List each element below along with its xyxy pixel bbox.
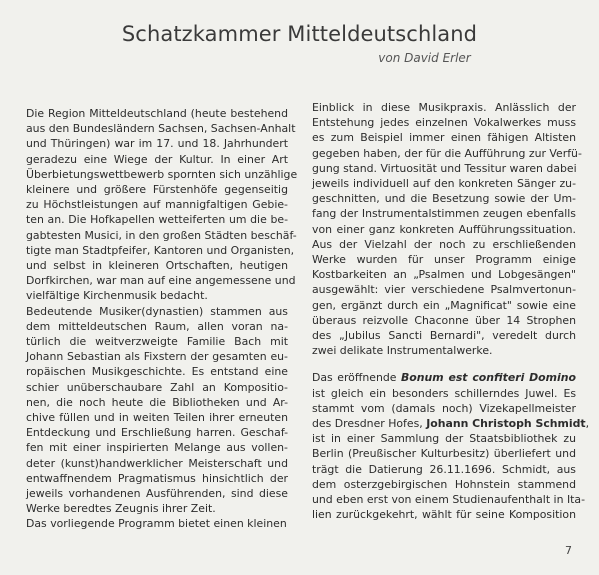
text-line: gen, ergänzt durch ein „Magnificat" sowie eine <box>312 298 576 312</box>
text-line: und selbst in kleineren Ortschaften, heutigen <box>26 259 288 273</box>
text-line: von einer ganz konkreten Aufführungssituation. <box>312 222 576 236</box>
text-line: dem mitteldeutschen Raum, allen voran na- <box>26 319 288 333</box>
text-line: entwaffnendem Pragmatismus hinsichtlich der <box>26 471 288 485</box>
text-line: stammt vom (damals noch) Vizekapellmeister <box>312 401 576 415</box>
text-line: überaus reizvolle Chaconne über 14 Strophen <box>312 313 576 327</box>
text-line: geradezu eine Wiege der Kultur. In einer Art <box>26 152 288 166</box>
text-line: Berlin (Preußischer Kulturbesitz) überliefert und <box>312 447 576 461</box>
text-line: jeweils vorhandenen Ausführenden, sind diese <box>26 487 288 501</box>
text-line: nen, die noch heute die Bibliotheken und Ar- <box>26 395 288 409</box>
text-line: Dorfkirchen, war man auf eine angemessene und <box>26 274 296 288</box>
page-number: 7 <box>565 544 572 557</box>
text-line: zwei delikate Instrumentalwerke. <box>312 344 493 358</box>
work-title: Bonum est confiteri Domino <box>400 371 576 385</box>
text-line: Entdeckung und Erschließung harren. Geschaf- <box>26 426 288 440</box>
right-paragraph-1 <box>312 100 582 358</box>
article-title: Schatzkammer Mitteldeutschland <box>121 22 478 46</box>
text-line: gabtesten Musici, in den großen Städten beschäf- <box>26 228 297 242</box>
text-line: tigte man Stadtpfeifer, Kantoren und Organisten, <box>26 243 295 257</box>
text-line: Werke beredtes Zeugnis ihrer Zeit. <box>26 502 216 516</box>
text-line: Die Region Mitteldeutschland (heute bestehend <box>26 107 288 120</box>
paragraph-gap <box>312 358 576 370</box>
text-line: Aus der Vielzahl der noch zu erschließenden <box>312 237 576 251</box>
text-line: fang der Instrumentalstimmen zeugen ebenfalls <box>312 207 576 221</box>
text-line <box>312 416 590 431</box>
text-line: und eben erst von einem Studienaufenthalt in Ita- <box>312 493 586 507</box>
text-run: des Dresdner Hofes, <box>312 417 427 431</box>
text-run: Das eröffnende <box>312 371 401 385</box>
text-line: kleinere und größere Fürstenhöfe gegenseitig <box>26 183 288 197</box>
text-line: deter (kunst)handwerklicher Meisterschaft und <box>26 456 288 470</box>
text-line: zu Höchstleistungen auf mannigfaltigen Gebie- <box>26 198 288 212</box>
article-author: von David Erler <box>378 51 471 65</box>
text-line: des „Jubilus Sancti Bernardi", veredelt durch <box>312 329 576 343</box>
text-line: lien zurückgekehrt, wählt für seine Komposition <box>312 508 576 522</box>
text-line: ropäischen Musikgeschichte. Es entstand eine <box>26 365 288 379</box>
text-line: aus den Bundesländern Sachsen, Sachsen-Anhalt <box>26 122 296 136</box>
text-line: Das vorliegende Programm bietet einen kleinen <box>26 517 287 531</box>
right-paragraph-2 <box>312 370 590 522</box>
text-line: gegeben haben, der für die Aufführung zur Verfü- <box>312 146 582 160</box>
text-line: ausgewählt: vier verschiedene Psalmvertonun- <box>312 283 576 297</box>
text-line: dem osterzgebirgischen Hohnstein stammend <box>312 477 576 491</box>
text-line: Bedeutende Musiker(dynastien) stammen aus <box>26 304 288 318</box>
text-line: ist in einer Sammlung der Staatsbibliothek zu <box>312 432 576 446</box>
paragraph-rest <box>312 431 586 522</box>
text-line: es zum Beispiel immer einen fähigen Altisten <box>312 131 576 145</box>
text-line: fen mit einer inspirierten Melange aus vollen- <box>26 441 288 455</box>
text-line: schier unüberschaubare Zahl an Kompositio- <box>26 380 288 394</box>
text-line: türlich die weitverzweigte Familie Bach mit <box>26 335 288 349</box>
text-line: vielfältige Kirchenmusik bedacht. <box>26 289 208 303</box>
text-line: und Thüringen) war im 17. und 18. Jahrhundert <box>26 137 288 151</box>
text-line: ten an. Die Hofkapellen wetteiferten um die be- <box>26 213 288 227</box>
text-run: , <box>585 417 590 431</box>
text-line: ist gleich ein besonders schillerndes Juwel. Es <box>312 386 576 400</box>
text-line: Werke wurden für unser Programm einige <box>312 253 576 267</box>
text-line: jeweils individuell auf den konkreten Sänger zu- <box>312 177 576 191</box>
text-line: gung stand. Virtuosität und Tessitur waren dabei <box>312 161 577 175</box>
text-line: trägt die Datierung 26.11.1696. Schmidt, aus <box>312 462 576 476</box>
text-line: chive füllen und in weiten Teilen ihrer erneuten <box>26 411 288 425</box>
text-line <box>312 370 576 385</box>
left-column <box>26 106 298 532</box>
right-column <box>312 100 590 522</box>
text-line: Einblick in diese Musikpraxis. Anlässlich der <box>312 101 576 114</box>
text-line: Kostbarkeiten an „Psalmen und Lobgesängen" <box>312 268 576 282</box>
text-line: Überbietungswettbewerb spornten sich unzählige <box>26 167 298 181</box>
text-line: geschnitten, und die Besetzung sowie der Um- <box>312 192 576 206</box>
composer-name: Johann Christoph Schmidt <box>426 417 586 431</box>
text-line: Entstehung jedes einzelnen Vokalwerkes muss <box>312 116 576 130</box>
text-line: Johann Sebastian als Fixstern der gesamten eu- <box>26 350 288 364</box>
